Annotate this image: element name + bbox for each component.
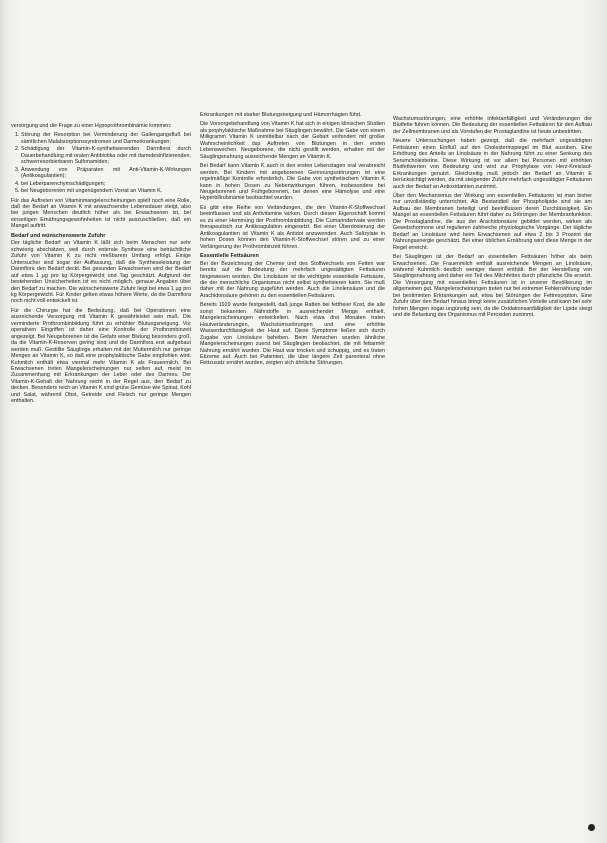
left-heading-bedarf: Bedarf und wünschenswerte Zufuhr xyxy=(11,232,106,239)
mid-para-2: Die Vorsorgebehandlung von Vitamin K hat sich in einigen klinischen Studien als prophylaktische Maßnahme bei Säuglingen bewährt. Die Gabe von einem Milligramm Vitamin K unmittelbar nach der Geburt verhindert mit großer Wahrscheinlichkeit das Auftreten von Blutungen in den ersten Lebenswochen. Neugeborene, die nicht gestillt werden, erhalten mit der Säuglingsnahrung ausreichende Mengen an Vitamin K. xyxy=(200,121,385,160)
left-para-4: Für die Chirurgie hat die Bedeutung, daß bei Operationen eine ausreichende Versorgung mit Vitamin K gewährleistet sein muß. Die verminderte Prothrombinbildung führt zu erhöhter Blutungsneigung. Vor operativen Eingriffen ist daher eine Kontrolle der Prothrombinzeit angezeigt. Bei Neugeborenen ist die Gefahr einer Blutung besonders groß, da die Vitamin-K-Reserven gering sind und die Darmflora erst aufgebaut werden muß. Gestillte Säuglinge erhalten mit der Muttermilch nur geringe Mengen an Vitamin K, so daß eine prophylaktische Gabe empfohlen wird. Kuhmilch enthält etwa viermal mehr Vitamin K als Frauenmilch. Bei Erwachsenen treten Mangelerscheinungen nur selten auf, meist im Zusammenhang mit Erkrankungen der Leber oder des Darmes. Der Vitamin-K-Gehalt der Nahrung reicht in der Regel aus, den Bedarf zu decken. Besonders reich an Vitamin K sind grüne Gemüse wie Spinat, Kohl und Salat, während Obst, Getreide und Fleisch nur geringe Mengen enthalten. xyxy=(11,307,191,405)
left-list-item-5: 5. bei Neugeborenen mit ungenügendem Vorrat an Vitamin K. xyxy=(21,188,191,194)
left-para-3: Der tägliche Bedarf an Vitamin K läßt sich beim Menschen nur sehr schwierig abschätzen, weil durch enterale Synthese eine beträchtliche Zufuhr von Vitamin K zu nicht meßbarem Umfang erfolgt. Einige Untersucher sind sogar der Auffassung, daß die Syntheseleistung der Darmflora den Bedarf deckt. Bei gesunden Erwachsenen wird der Bedarf auf etwa 1 µg pro kg Körpergewicht und Tag geschätzt. Aufgrund der bestehenden Unsicherheiten ist es nicht möglich, genaue Angaben über den Bedarf zu machen. Die wünschenswerte Zufuhr liegt bei etwa 1 µg pro kg Körpergewicht. Für Kinder gelten etwas höhere Werte, da die Darmflora noch nicht voll entwickelt ist. xyxy=(11,240,191,305)
column-right xyxy=(393,116,592,837)
page-end-marker xyxy=(588,824,595,831)
left-list xyxy=(11,132,191,194)
left-para-2: Für das Auftreten von Vitaminmangelerscheinungen spielt noch eine Rolle, daß der Bedarf an Vitamin K mit anwachsender Lebensdauer steigt, also bei jungen Menschen deutlich höher als bei Erwachsenen ist, bei einseitigen Ernährungsgewohnheiten ist nicht auszuschließen, daß ein Mangel auftritt. xyxy=(11,197,191,230)
left-list-item-2: 2. Schädigung der Vitamin-K-synthetisierenden Darmflora durch Dauerbehandlung mit oralen Antibiotika oder mit darmdesinfizierenden, schwerresorbierbaren Sulfonamiden; xyxy=(21,146,191,165)
mid-para-3: Bei Bedarf kann Vitamin K auch in den ersten Lebenstagen oral verabreicht werden. Bei Kindern mit angeborenen Gerinnungsstörungen ist eine regelmäßige Kontrolle erforderlich. Die Gabe von synthetischem Vitamin K kann in hohen Dosen zu Nebenwirkungen führen, insbesondere bei Neugeborenen und Frühgeborenen, bei denen eine Hämolyse und eine Hyperbilirubinämie beobachtet wurden. xyxy=(200,163,385,202)
left-list-item-3: 3. Anwendung von Präparaten mit Anti-Vitamin-K-Wirkungen (Antikoagulantien); xyxy=(21,167,191,180)
left-para-intro: versorgung und die Frage zu einer Hypoprothrombinämie kommen: xyxy=(11,123,172,129)
right-para-3: Über den Mechanismus der Wirkung von essentiellen Fettsäuren ist man bisher nur unvollständig unterrichtet. Als Bestandteil der Phospholipide sind sie am Aufbau der Membranen beteiligt und beeinflussen deren Durchlässigkeit. Ein Mangel an essentiellen Fettsäuren führt daher zu Störungen der Membranfunktion. Die Prostaglandine, die aus der Arachidonsäure gebildet werden, wirken als Gewebshormone und regulieren zahlreiche physiologische Vorgänge. Der tägliche Bedarf an Linolsäure wird beim Erwachsenen auf etwa 2 bis 3 Prozent der Nahrungsenergie geschätzt. Bei einer üblichen Ernährung wird diese Menge in der Regel erreicht. xyxy=(393,192,592,251)
left-list-item-4: 4. bei Leberparenchymschädigungen; xyxy=(21,181,191,187)
right-para-2: Neuere Untersuchungen haben gezeigt, daß die mehrfach ungesättigten Fettsäuren einen Einfluß auf den Cholesterinspiegel im Blut ausüben. Eine Erhöhung des Anteils an Linolsäure in der Nahrung führt zu einer Senkung des Serumcholesterins. Diese Wirkung ist vor allem bei Personen mit erhöhten Blutfettwerten von Bedeutung und wird zur Prophylaxe von Herz-Kreislauf-Erkrankungen genutzt. Gleichzeitig muß jedoch der Bedarf an Vitamin E berücksichtigt werden, da mit steigender Zufuhr mehrfach ungesättigter Fettsäuren auch der Bedarf an Antioxidantien zunimmt. xyxy=(393,138,592,190)
right-para-4: Bei Säuglingen ist der Bedarf an essentiellen Fettsäuren höher als beim Erwachsenen. Die Frauenmilch enthält ausreichende Mengen an Linolsäure, während Kuhmilch deutlich weniger davon enthält. Bei der Herstellung von Säuglingsnahrung wird daher ein Teil des Milchfettes durch pflanzliche Öle ersetzt. Die Versorgung mit essentiellen Fettsäuren ist in unserer Bevölkerung im allgemeinen gut. Mangelerscheinungen treten nur bei extremer Fehlernährung oder bei bestimmten Erkrankungen auf, etwa bei Störungen der Fettresorption. Eine Zufuhr über den Bedarf hinaus bringt keine zusätzlichen Vorteile und kann bei sehr hohen Mengen sogar ungünstig sein, da die Oxidationsanfälligkeit der Lipide steigt und die Belastung des Organismus mit Peroxiden zunimmt. xyxy=(393,254,592,319)
mid-heading-fettsaeuren: Essentielle Fettsäuren xyxy=(200,253,259,260)
mid-para-5: Bei der Bezeichnung der Chemie und des Stoffwechsels von Fetten war bereits auf die Bedeutung der mehrfach ungesättigten Fettsäuren hingewiesen worden. Die Linolsäure ist die wichtigste essentielle Fettsäure, die der menschliche Organismus nicht selbst synthetisieren kann. Sie muß daher mit der Nahrung zugeführt werden. Auch die Linolensäure und die Arachidonsäure gehören zu den essentiellen Fettsäuren. xyxy=(200,260,385,299)
column-left xyxy=(11,123,191,837)
left-list-item-1: 1. Störung der Resorption bei Verminderung der Gallengangsfluß bei sämtlichen Malabsorptionssyndromen und Darmerkrankungen; xyxy=(21,132,191,145)
mid-para-6: Bereits 1929 wurde festgestellt, daß junge Ratten bei fettfreier Kost, die alle sonst bekannten Nährstoffe in ausreichender Menge enthielt, Mangelerscheinungen entwickelten. Nach etwa drei Monaten traten Hautveränderungen, Wachstumsstörungen und eine erhöhte Wasserdurchlässigkeit der Haut auf. Diese Symptome ließen sich durch Zugabe von Linolsäure beheben. Beim Menschen wurden ähnliche Mangelerscheinungen zuerst bei Säuglingen beobachtet, die mit fettarmer Nahrung ernährt wurden. Die Haut war trocken und schuppig, und es traten Ekzeme auf. Auch bei Patienten, die über längere Zeit parenteral ohne Fettzusatz ernährt wurden, zeigten sich ähnliche Störungen. xyxy=(200,302,385,367)
column-middle xyxy=(200,112,385,837)
right-para-1: Wachstumsstörungen, eine erhöhte Infektanfälligkeit und Veränderungen der Blutfette führen können. Die Bedeutung der essentiellen Fettsäuren für den Aufbau der Zellmembranen und als Vorstufen der Prostaglandine ist heute unbestritten. xyxy=(393,116,592,135)
mid-para-4: Es gibt eine Reihe von Verbindungen, die den Vitamin-K-Stoffwechsel beeinflussen und als Antivitamine wirken. Durch diesen Eigenschaft kommt es zu einer Hemmung der Prothrombinbildung. Die Cumarinderivate werden therapeutisch zur Antikoagulation eingesetzt. Bei einer Überdosierung der Antikoagulantien ist Vitamin K als Antidot anzuwenden. Auch Salizylate in hohen Dosen können den Vitamin-K-Stoffwechsel stören und zu einer Verlängerung der Prothrombinzeit führen. xyxy=(200,204,385,250)
mid-para-1: Erkrankungen mit starker Blutungsneigung und Hämorrhagien führt. xyxy=(200,112,362,118)
